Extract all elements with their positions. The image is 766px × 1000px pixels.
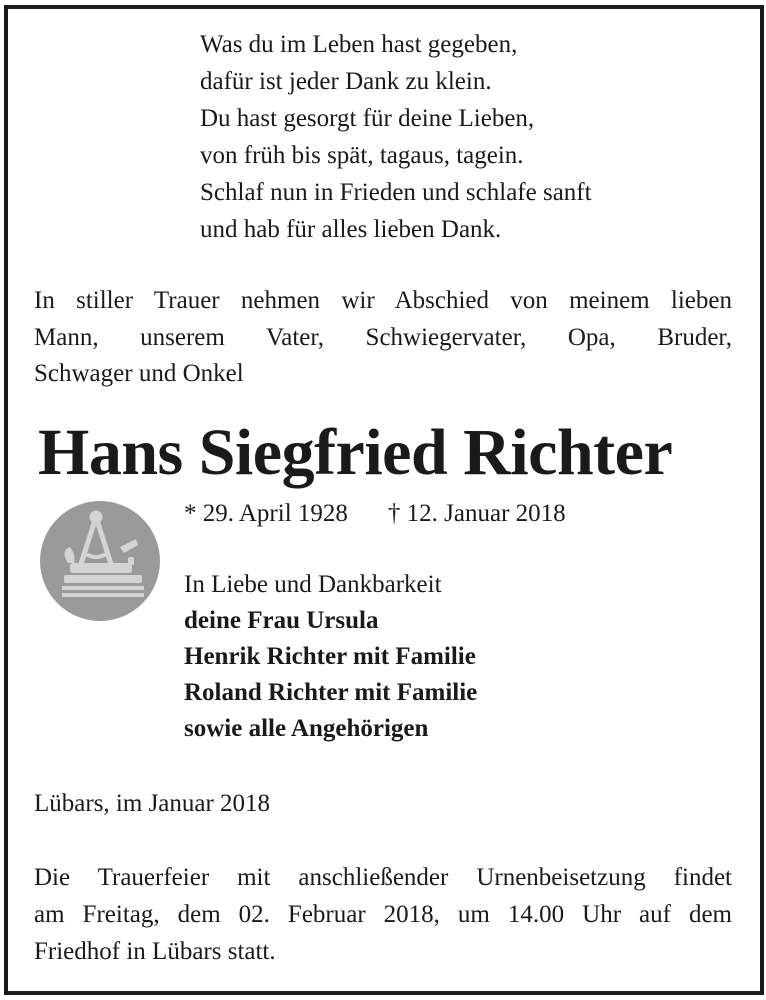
deceased-name: Hans Siegfried Richter <box>38 416 673 489</box>
intro-line: Schwager und Onkel <box>34 360 244 387</box>
intro-text <box>34 283 732 393</box>
poem-line: Du hast gesorgt für deine Lieben, <box>200 105 535 132</box>
death-date: † 12. Januar 2018 <box>387 500 566 527</box>
place-date: Lübars, im Januar 2018 <box>34 790 271 817</box>
poem-line: Schlaf nun in Frieden und schlafe sanft <box>200 179 592 206</box>
funeral-line: am Freitag, dem 02. Februar 2018, um 14.00 Uhr auf dem <box>34 901 732 928</box>
poem-line: und hab für alles lieben Dank. <box>200 216 502 243</box>
poem-line: von früh bis spät, tagaus, tagein. <box>200 142 524 169</box>
mourner-name: deine Frau Ursula <box>184 607 379 634</box>
poem <box>200 26 740 248</box>
poem-line: dafür ist jeder Dank zu klein. <box>200 68 492 95</box>
life-dates <box>184 498 566 530</box>
funeral-info <box>34 859 732 970</box>
mourner-name: Roland Richter mit Familie <box>184 679 478 706</box>
funeral-line: Die Trauerfeier mit anschließender Urnenbeisetzung findet <box>34 864 732 891</box>
funeral-line: Friedhof in Lübars statt. <box>34 938 276 965</box>
birth-date: * 29. April 1928 <box>184 500 348 527</box>
poem-line: Was du im Leben hast gegeben, <box>200 31 518 58</box>
mourners-intro: In Liebe und Dankbarkeit <box>184 571 442 598</box>
mourner-name: sowie alle Angehörigen <box>184 715 429 742</box>
carpenter-tools-emblem-icon <box>40 501 160 621</box>
intro-line: Mann, unserem Vater, Schwiegervater, Opa, Bruder, <box>34 323 732 351</box>
intro-line: In stiller Trauer nehmen wir Abschied von meinem lieben <box>34 287 732 314</box>
mourners-block <box>184 567 477 747</box>
mourner-name: Henrik Richter mit Familie <box>184 643 476 670</box>
